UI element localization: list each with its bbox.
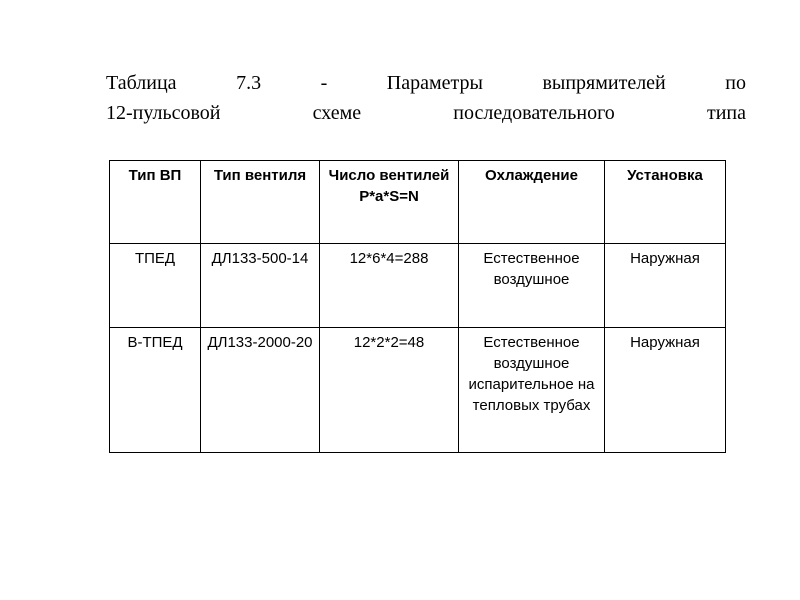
header-vp-type: Тип ВП	[110, 161, 201, 244]
header-installation: Установка	[605, 161, 726, 244]
caption-word: 12-пульсовой	[106, 102, 221, 124]
caption-word: Параметры	[386, 72, 483, 94]
caption-line-2	[106, 98, 746, 128]
header-valve-count: Число вентилей P*a*S=N	[320, 161, 459, 244]
rectifier-parameters-table	[109, 160, 726, 453]
caption-word: типа	[706, 102, 746, 124]
header-cooling: Охлаждение	[459, 161, 605, 244]
cell-valve-count: 12*2*2=48	[320, 328, 459, 453]
cell-valve-type: ДЛ133-2000-20	[201, 328, 320, 453]
caption-word: Таблица	[106, 72, 177, 94]
caption-word: по	[725, 72, 746, 94]
header-valve-type: Тип вентиля	[201, 161, 320, 244]
caption-word: последовательного	[453, 102, 615, 124]
caption-word: 7.3	[236, 72, 262, 94]
table-caption	[106, 68, 746, 128]
cell-valve-type: ДЛ133-500-14	[201, 244, 320, 328]
caption-word: схеме	[312, 102, 362, 124]
cell-vp-type: В-ТПЕД	[110, 328, 201, 453]
caption-line-1	[106, 68, 746, 98]
caption-word: выпрямителей	[542, 72, 666, 94]
table-row	[110, 244, 726, 328]
cell-vp-type: ТПЕД	[110, 244, 201, 328]
cell-cooling: Естественное воздушное испарительное на тепловых трубах	[459, 328, 605, 453]
cell-installation: Наружная	[605, 244, 726, 328]
cell-valve-count: 12*6*4=288	[320, 244, 459, 328]
table-row	[110, 328, 726, 453]
cell-installation: Наружная	[605, 328, 726, 453]
cell-cooling: Естественное воздушное	[459, 244, 605, 328]
table-header-row	[110, 161, 726, 244]
caption-word: -	[320, 72, 328, 94]
